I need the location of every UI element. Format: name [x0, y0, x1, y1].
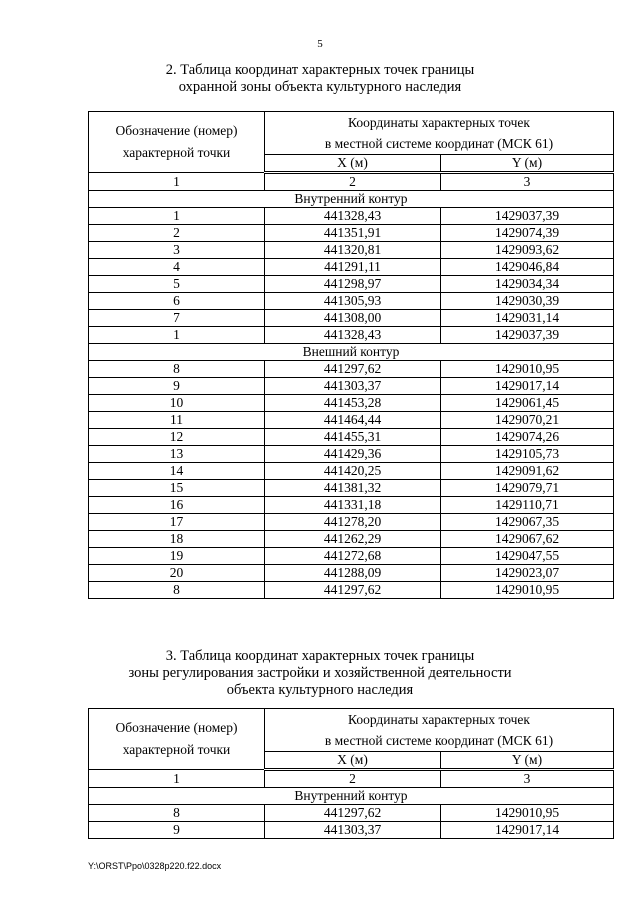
x-coordinate-cell: 441291,11: [265, 259, 441, 276]
y-coordinate-cell: 1429061,45: [441, 395, 614, 412]
point-number-cell: 6: [89, 293, 265, 310]
y-coordinate-cell: 1429110,71: [441, 497, 614, 514]
table-row: [89, 259, 614, 276]
x-coordinate-cell: 441298,97: [265, 276, 441, 293]
y-coordinate-cell: 1429067,35: [441, 514, 614, 531]
y-coordinate-cell: 1429034,34: [441, 276, 614, 293]
column-number: 2: [265, 770, 441, 788]
x-coordinate-cell: 441351,91: [265, 225, 441, 242]
column-number: 3: [441, 770, 614, 788]
header-coords-line2: в местной системе координат (МСК 61): [324, 733, 554, 748]
table1-inner-contour-label: Внутренний контур: [89, 191, 614, 208]
y-coordinate-cell: 1429079,71: [441, 480, 614, 497]
header-coords-cell: [265, 112, 614, 155]
point-number-cell: 19: [89, 548, 265, 565]
x-coordinate-cell: 441381,32: [265, 480, 441, 497]
header-point-line1: Обозначение (номер): [115, 123, 238, 138]
table2-header-row: [89, 709, 614, 752]
x-coordinate-cell: 441331,18: [265, 497, 441, 514]
table2-body: [89, 709, 614, 839]
table-row: [89, 225, 614, 242]
table-row: [89, 497, 614, 514]
table-row: [89, 463, 614, 480]
column-number: 2: [265, 173, 441, 191]
table2-title-line3: объекта культурного наследия: [226, 682, 414, 698]
point-number-cell: 8: [89, 582, 265, 599]
point-number-cell: 10: [89, 395, 265, 412]
point-number-cell: 8: [89, 805, 265, 822]
table2-coordinates: [88, 708, 614, 839]
table-row: [89, 531, 614, 548]
table-row: [89, 565, 614, 582]
y-coordinate-cell: 1429074,39: [441, 225, 614, 242]
x-coordinate-cell: 441455,31: [265, 429, 441, 446]
x-coordinate-cell: 441328,43: [265, 327, 441, 344]
table-row: [89, 327, 614, 344]
table-row: [89, 310, 614, 327]
table-row: [89, 395, 614, 412]
x-coordinate-cell: 441272,68: [265, 548, 441, 565]
table-row: [89, 822, 614, 839]
table1-outer-contour-label: Внешний контур: [89, 344, 614, 361]
x-coordinate-cell: 441297,62: [265, 361, 441, 378]
x-coordinate-cell: 441297,62: [265, 582, 441, 599]
table-row: [89, 412, 614, 429]
y-coordinate-cell: 1429031,14: [441, 310, 614, 327]
y-coordinate-cell: 1429105,73: [441, 446, 614, 463]
x-coordinate-cell: 441303,37: [265, 378, 441, 395]
x-coordinate-cell: 441262,29: [265, 531, 441, 548]
column-number: 1: [89, 173, 265, 191]
header-point-cell: [89, 112, 265, 173]
footer-file-path: Y:\ORST\Ppo\0328p220.f22.docx: [88, 861, 222, 871]
y-coordinate-cell: 1429093,62: [441, 242, 614, 259]
x-coordinate-cell: 441308,00: [265, 310, 441, 327]
x-coordinate-cell: 441297,62: [265, 805, 441, 822]
y-coordinate-cell: 1429010,95: [441, 805, 614, 822]
point-number-cell: 3: [89, 242, 265, 259]
header-x: X (м): [265, 752, 441, 770]
header-point-line2: характерной точки: [122, 145, 231, 160]
y-coordinate-cell: 1429070,21: [441, 412, 614, 429]
header-point-cell: [89, 709, 265, 770]
x-coordinate-cell: 441303,37: [265, 822, 441, 839]
y-coordinate-cell: 1429074,26: [441, 429, 614, 446]
point-number-cell: 8: [89, 361, 265, 378]
table1-title-line2: охранной зоны объекта культурного наследия: [178, 79, 462, 95]
point-number-cell: 16: [89, 497, 265, 514]
y-coordinate-cell: 1429010,95: [441, 582, 614, 599]
x-coordinate-cell: 441288,09: [265, 565, 441, 582]
point-number-cell: 17: [89, 514, 265, 531]
header-y: Y (м): [441, 752, 614, 770]
header-y: Y (м): [441, 155, 614, 173]
table1-section-row: [89, 191, 614, 208]
table-row: [89, 446, 614, 463]
x-coordinate-cell: 441453,28: [265, 395, 441, 412]
point-number-cell: 9: [89, 378, 265, 395]
column-number: 3: [441, 173, 614, 191]
y-coordinate-cell: 1429010,95: [441, 361, 614, 378]
table2-number-row: [89, 770, 614, 788]
table-row: [89, 361, 614, 378]
header-point-line1: Обозначение (номер): [115, 720, 238, 735]
header-coords-line2: в местной системе координат (МСК 61): [324, 136, 554, 151]
page-number: 5: [317, 38, 323, 50]
y-coordinate-cell: 1429037,39: [441, 208, 614, 225]
table1-title-line1: 2. Таблица координат характерных точек границы: [165, 62, 475, 78]
x-coordinate-cell: 441420,25: [265, 463, 441, 480]
point-number-cell: 4: [89, 259, 265, 276]
table-row: [89, 582, 614, 599]
x-coordinate-cell: 441464,44: [265, 412, 441, 429]
point-number-cell: 18: [89, 531, 265, 548]
header-coords-cell: [265, 709, 614, 752]
y-coordinate-cell: 1429091,62: [441, 463, 614, 480]
table1-coordinates: [88, 111, 614, 599]
section-row: [89, 344, 614, 361]
y-coordinate-cell: 1429047,55: [441, 548, 614, 565]
table1-header-row: [89, 112, 614, 155]
point-number-cell: 11: [89, 412, 265, 429]
table-row: [89, 480, 614, 497]
point-number-cell: 1: [89, 208, 265, 225]
x-coordinate-cell: 441320,81: [265, 242, 441, 259]
y-coordinate-cell: 1429046,84: [441, 259, 614, 276]
table-row: [89, 208, 614, 225]
point-number-cell: 5: [89, 276, 265, 293]
y-coordinate-cell: 1429067,62: [441, 531, 614, 548]
point-number-cell: 13: [89, 446, 265, 463]
x-coordinate-cell: 441305,93: [265, 293, 441, 310]
table-row: [89, 276, 614, 293]
table-row: [89, 429, 614, 446]
table-row: [89, 242, 614, 259]
header-x: X (м): [265, 155, 441, 173]
header-coords-line1: Координаты характерных точек: [348, 712, 530, 727]
header-coords-line1: Координаты характерных точек: [348, 115, 530, 130]
table-row: [89, 548, 614, 565]
table-row: [89, 805, 614, 822]
x-coordinate-cell: 441328,43: [265, 208, 441, 225]
point-number-cell: 15: [89, 480, 265, 497]
y-coordinate-cell: 1429037,39: [441, 327, 614, 344]
table2-title-line1: 3. Таблица координат характерных точек границы: [165, 648, 475, 664]
x-coordinate-cell: 441278,20: [265, 514, 441, 531]
point-number-cell: 2: [89, 225, 265, 242]
y-coordinate-cell: 1429030,39: [441, 293, 614, 310]
table2-inner-contour-label: Внутренний контур: [89, 788, 614, 805]
x-coordinate-cell: 441429,36: [265, 446, 441, 463]
column-number: 1: [89, 770, 265, 788]
table-row: [89, 514, 614, 531]
point-number-cell: 1: [89, 327, 265, 344]
table2-title: [0, 648, 640, 699]
point-number-cell: 12: [89, 429, 265, 446]
y-coordinate-cell: 1429023,07: [441, 565, 614, 582]
table1-title: [0, 62, 640, 96]
point-number-cell: 9: [89, 822, 265, 839]
table-row: [89, 378, 614, 395]
header-point-line2: характерной точки: [122, 742, 231, 757]
point-number-cell: 7: [89, 310, 265, 327]
table1-body: [89, 112, 614, 599]
table1-number-row: [89, 173, 614, 191]
point-number-cell: 20: [89, 565, 265, 582]
table2-title-line2: зоны регулирования застройки и хозяйственной деятельности: [128, 665, 512, 681]
table2-section-row: [89, 788, 614, 805]
point-number-cell: 14: [89, 463, 265, 480]
y-coordinate-cell: 1429017,14: [441, 378, 614, 395]
table-row: [89, 293, 614, 310]
y-coordinate-cell: 1429017,14: [441, 822, 614, 839]
